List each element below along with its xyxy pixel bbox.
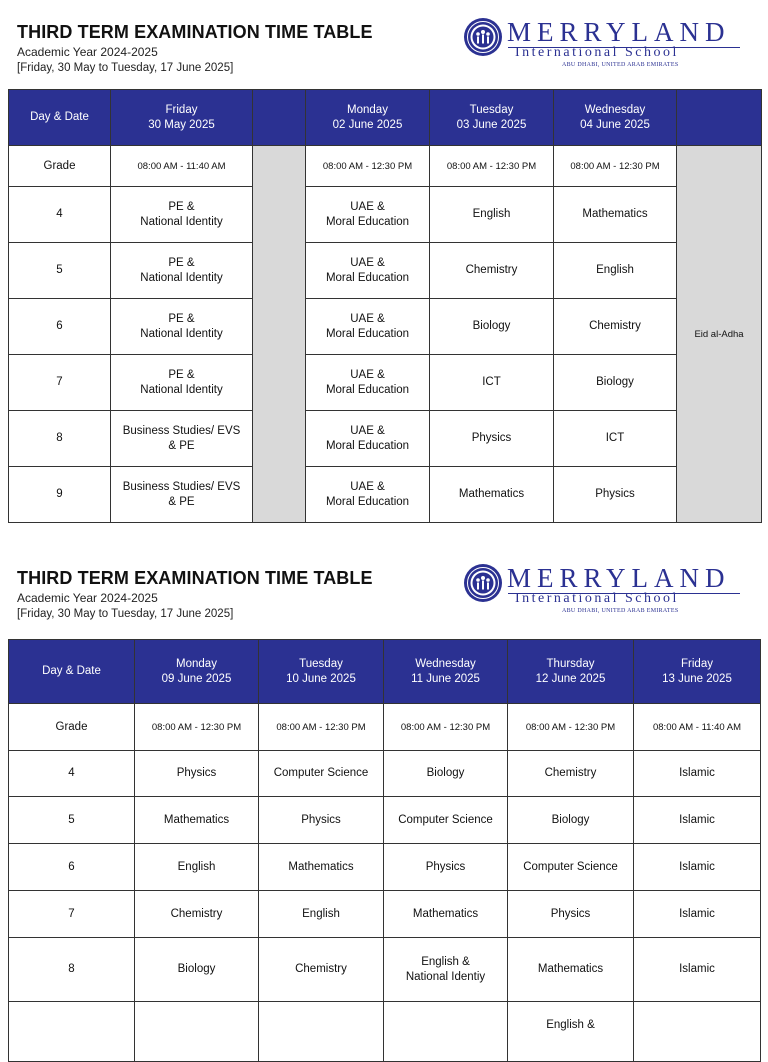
header-col-1: Monday 09 June 2025: [135, 640, 259, 704]
time-row: [9, 146, 762, 187]
subject-cell: [634, 1002, 761, 1062]
subject-cell: Chemistry: [508, 751, 634, 797]
subject-cell: PE & National Identity: [111, 299, 253, 355]
timetable-page-1: [0, 0, 768, 530]
subject-cell: Mathematics: [259, 844, 384, 891]
grade-cell: 6: [9, 299, 111, 355]
grade-cell: [9, 1002, 135, 1062]
subject-cell: Business Studies/ EVS & PE: [111, 467, 253, 523]
subject-cell: Physics: [508, 891, 634, 938]
subject-cell: Mathematics: [384, 891, 508, 938]
grade-cell: 5: [9, 797, 135, 844]
grade-cell: 7: [9, 355, 111, 411]
subject-cell: UAE & Moral Education: [306, 299, 430, 355]
subject-cell: English: [135, 844, 259, 891]
school-name: MERRYLAND: [507, 563, 731, 593]
grade-cell: 6: [9, 844, 135, 891]
subject-cell: UAE & Moral Education: [306, 187, 430, 243]
academic-year: Academic Year 2024-2025: [17, 591, 158, 605]
subject-cell: PE & National Identity: [111, 243, 253, 299]
subject-cell: Computer Science: [259, 751, 384, 797]
subject-cell: Chemistry: [135, 891, 259, 938]
table-row: [9, 844, 761, 891]
date-range: [Friday, 30 May to Tuesday, 17 June 2025]: [17, 608, 234, 620]
subject-cell: Biology: [508, 797, 634, 844]
holiday-cell: Eid al-Adha: [677, 146, 762, 523]
grade-cell: 5: [9, 243, 111, 299]
school-logo: [463, 563, 748, 617]
subject-cell: Biology: [135, 938, 259, 1002]
table-row: [9, 187, 762, 243]
time-slot: 08:00 AM - 11:40 AM: [634, 704, 761, 751]
subject-cell: Business Studies/ EVS & PE: [111, 411, 253, 467]
subject-cell: Chemistry: [259, 938, 384, 1002]
subject-cell: Islamic: [634, 751, 761, 797]
subject-cell: UAE & Moral Education: [306, 467, 430, 523]
subject-cell: English: [554, 243, 677, 299]
subject-cell: Computer Science: [508, 844, 634, 891]
subject-cell: Physics: [384, 844, 508, 891]
subject-cell: Islamic: [634, 891, 761, 938]
subject-cell: English: [259, 891, 384, 938]
time-slot: 08:00 AM - 12:30 PM: [384, 704, 508, 751]
table-row: [9, 1002, 761, 1062]
header-row: [9, 90, 762, 146]
grade-cell: 4: [9, 751, 135, 797]
time-slot: 08:00 AM - 12:30 PM: [554, 146, 677, 187]
subject-cell: Computer Science: [384, 797, 508, 844]
header-col-4: Wednesday 04 June 2025: [554, 90, 677, 146]
timetable-page-2: [0, 546, 768, 1031]
school-subtitle: International School: [515, 591, 679, 606]
header-col-2: Monday 02 June 2025: [306, 90, 430, 146]
subject-cell: UAE & Moral Education: [306, 243, 430, 299]
subject-cell: Mathematics: [430, 467, 554, 523]
subject-cell: UAE & Moral Education: [306, 411, 430, 467]
header-col-5: Friday 13 June 2025: [634, 640, 761, 704]
time-slot: 08:00 AM - 11:40 AM: [111, 146, 253, 187]
subject-cell: Mathematics: [135, 797, 259, 844]
subject-cell: Mathematics: [554, 187, 677, 243]
subject-cell: English: [430, 187, 554, 243]
school-crest-icon: [463, 563, 503, 603]
time-slot: 08:00 AM - 12:30 PM: [508, 704, 634, 751]
subject-cell: Physics: [554, 467, 677, 523]
school-name: MERRYLAND: [507, 17, 731, 47]
subject-cell: Islamic: [634, 938, 761, 1002]
grade-cell: 7: [9, 891, 135, 938]
school-subtitle: International School: [515, 45, 679, 60]
header-col-4: Thursday 12 June 2025: [508, 640, 634, 704]
header-col-1: Friday 30 May 2025: [111, 90, 253, 146]
grade-cell: 8: [9, 411, 111, 467]
table-row: [9, 243, 762, 299]
subject-cell: Biology: [384, 751, 508, 797]
school-location: ABU DHABI, UNITED ARAB EMIRATES: [562, 62, 679, 68]
table-row: [9, 355, 762, 411]
school-location: ABU DHABI, UNITED ARAB EMIRATES: [562, 608, 679, 614]
subject-cell: ICT: [554, 411, 677, 467]
subject-cell: Chemistry: [554, 299, 677, 355]
table-row: [9, 891, 761, 938]
table-row: [9, 751, 761, 797]
subject-cell: English &: [508, 1002, 634, 1062]
subject-cell: Mathematics: [508, 938, 634, 1002]
subject-cell: [259, 1002, 384, 1062]
subject-cell: UAE & Moral Education: [306, 355, 430, 411]
subject-cell: Islamic: [634, 797, 761, 844]
subject-cell: Biology: [430, 299, 554, 355]
table-row: [9, 797, 761, 844]
time-row: [9, 704, 761, 751]
subject-cell: ICT: [430, 355, 554, 411]
header-day-date: Day & Date: [9, 90, 111, 146]
academic-year: Academic Year 2024-2025: [17, 45, 158, 59]
header-col-2: Tuesday 10 June 2025: [259, 640, 384, 704]
subject-cell: Biology: [554, 355, 677, 411]
school-crest-icon: [463, 17, 503, 57]
page-title: THIRD TERM EXAMINATION TIME TABLE: [17, 22, 373, 42]
exam-timetable-week-2: [8, 639, 761, 1062]
header-blank: [253, 90, 306, 146]
gap-column: [253, 146, 306, 523]
subject-cell: Physics: [430, 411, 554, 467]
subject-cell: Islamic: [634, 844, 761, 891]
time-slot: 08:00 AM - 12:30 PM: [259, 704, 384, 751]
grade-cell: 9: [9, 467, 111, 523]
grade-label: Grade: [9, 704, 135, 751]
grade-cell: 4: [9, 187, 111, 243]
header-day-date: Day & Date: [9, 640, 135, 704]
subject-cell: Physics: [135, 751, 259, 797]
time-slot: 08:00 AM - 12:30 PM: [430, 146, 554, 187]
subject-cell: [135, 1002, 259, 1062]
exam-timetable-week-1: [8, 89, 762, 523]
grade-label: Grade: [9, 146, 111, 187]
table-row: [9, 299, 762, 355]
header-blank-end: [677, 90, 762, 146]
subject-cell: Chemistry: [430, 243, 554, 299]
grade-cell: 8: [9, 938, 135, 1002]
school-logo: [463, 17, 748, 71]
header-row: [9, 640, 761, 704]
header-col-3: Tuesday 03 June 2025: [430, 90, 554, 146]
table-row: [9, 467, 762, 523]
table-row: [9, 938, 761, 1002]
subject-cell: English & National Identiy: [384, 938, 508, 1002]
table-row: [9, 411, 762, 467]
header-col-3: Wednesday 11 June 2025: [384, 640, 508, 704]
time-slot: 08:00 AM - 12:30 PM: [306, 146, 430, 187]
time-slot: 08:00 AM - 12:30 PM: [135, 704, 259, 751]
subject-cell: PE & National Identity: [111, 355, 253, 411]
subject-cell: [384, 1002, 508, 1062]
subject-cell: PE & National Identity: [111, 187, 253, 243]
page-title: THIRD TERM EXAMINATION TIME TABLE: [17, 568, 373, 588]
subject-cell: Physics: [259, 797, 384, 844]
date-range: [Friday, 30 May to Tuesday, 17 June 2025]: [17, 62, 234, 74]
